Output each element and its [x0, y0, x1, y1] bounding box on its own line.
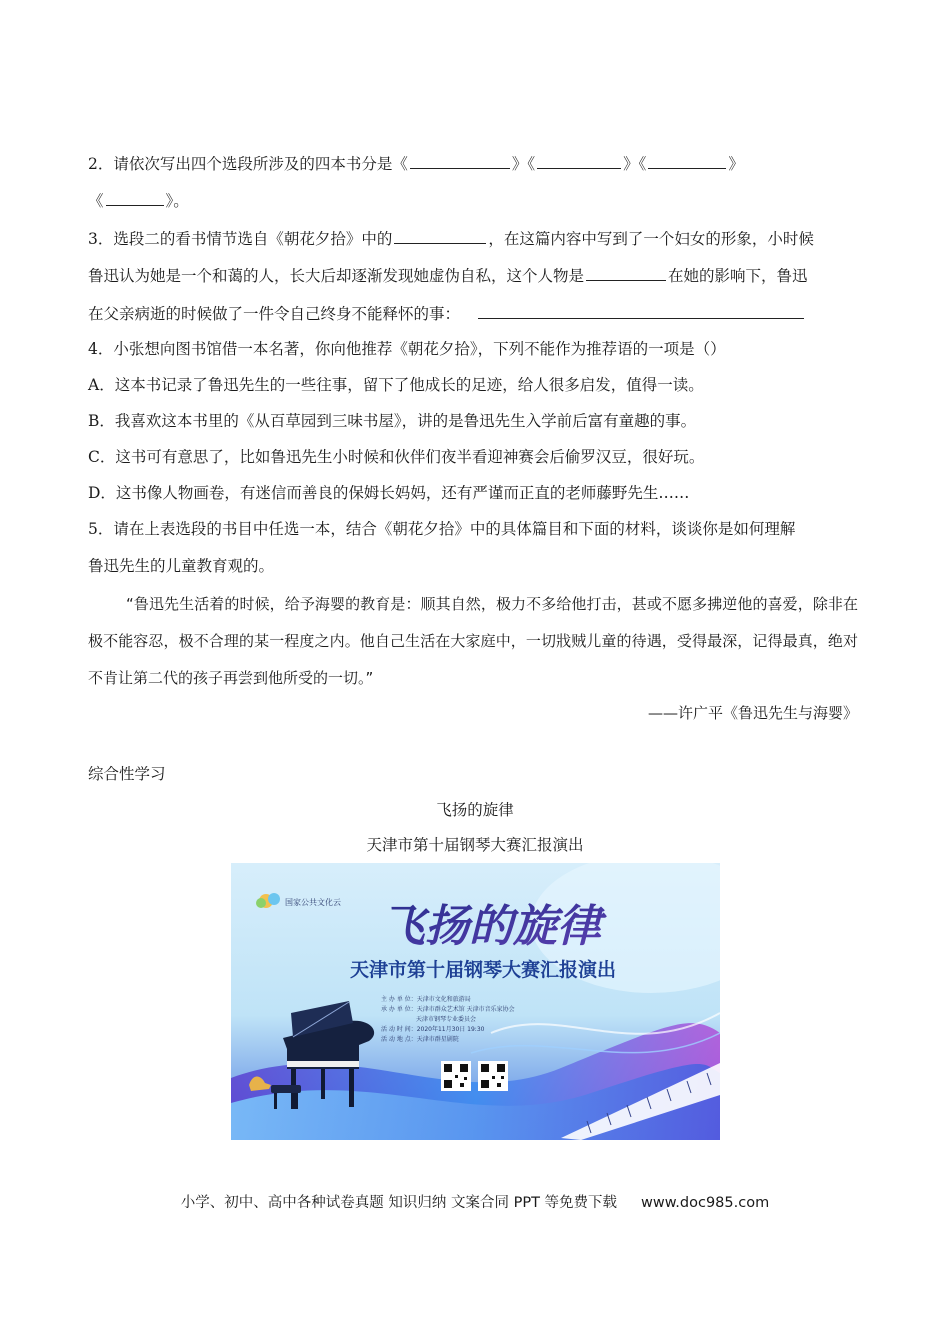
section-subtitle: 天津市第十届钢琴大赛汇报演出 [366, 836, 584, 854]
q3-text: 在父亲病逝的时候做了一件令自己终身不能释怀的事： [88, 305, 461, 323]
question-2-line-2 [88, 189, 189, 212]
section-title: 飞扬的旋律 [436, 801, 514, 819]
question-3-line-3 [88, 302, 806, 325]
q2-separator: 》《 [623, 155, 647, 173]
qr-code-icon [441, 1061, 471, 1091]
option-d[interactable]: D．这书像人物画卷，有迷信而善良的保姆长妈妈，还有严谨而正直的老师藤野先生…… [88, 484, 690, 502]
q2-text: 《 [88, 192, 104, 210]
poster-info-line: 活 动 时 间：2020年11月30日 19:30 [381, 1026, 485, 1033]
footer-url[interactable]: www.doc985.com [641, 1195, 770, 1211]
answer-blank[interactable] [106, 189, 164, 206]
footer-text: 小学、初中、高中各种试卷真题 知识归纳 文案合同 PPT 等免费下载 [180, 1195, 618, 1211]
page-footer [0, 1191, 950, 1212]
answer-blank[interactable] [410, 152, 510, 169]
poster-title: 飞扬的旋律 [381, 901, 601, 952]
answer-blank[interactable] [394, 227, 486, 244]
answer-blank[interactable] [648, 152, 726, 169]
question-5-line-2: 鲁迅先生的儿童教育观的。 [88, 557, 275, 575]
poster-info-line: 天津市钢琴专业委员会 [416, 1016, 477, 1023]
question-5-line-1: 5．请在上表选段的书目中任选一本，结合《朝花夕拾》中的具体篇目和下面的材料，谈谈你是如何理解 [88, 520, 796, 538]
question-2-line-1 [88, 152, 744, 175]
quote-paragraph: “鲁迅先生活着的时候，给予海婴的教育是：顺其自然，极力不多给他打击，甚或不愿多拂逆他的喜爱，除非在极不能容忍，极不合理的某一程度之内。他自己生活在大家庭中，一切戕贼儿童的待遇，受得最深，记得最真，绝对不肯让第二代的孩子再尝到他所受的一切。” [88, 595, 858, 687]
quote-source: ——许广平《鲁迅先生与海婴》 [647, 704, 858, 722]
poster-info-line: 承 办 单 位：天津市群众艺术馆 天津市音乐家协会 [381, 1006, 515, 1013]
option-c[interactable]: C．这书可有意思了，比如鲁迅先生小时候和伙伴们夜半看迎神赛会后偷罗汉豆，很好玩。 [88, 448, 705, 466]
poster-logo-text: 国家公共文化云 [285, 898, 341, 907]
q3-text: 3．选段二的看书情节选自《朝花夕拾》中的 [88, 230, 393, 248]
answer-blank[interactable] [586, 264, 666, 281]
poster-info-line: 活 动 地 点：天津市群星剧院 [381, 1036, 459, 1043]
concert-poster [231, 863, 720, 1140]
poster-info-line: 主 办 单 位：天津市文化和旅游局 [381, 996, 471, 1003]
option-b[interactable]: B．我喜欢这本书里的《从百草园到三味书屋》，讲的是鲁迅先生入学前后富有童趣的事。 [88, 412, 697, 430]
question-3-line-2 [88, 264, 808, 287]
question-4-stem: 4．小张想向图书馆借一本名著，你向他推荐《朝花夕拾》，下列不能作为推荐语的一项是（） [88, 340, 726, 358]
q2-separator: 》《 [511, 155, 536, 173]
answer-blank[interactable] [537, 152, 621, 169]
option-a[interactable]: A．这本书记录了鲁迅先生的一些往事，留下了他成长的足迹，给人很多启发，值得一读。 [88, 376, 704, 394]
q3-text: ，在这篇内容中写到了一个妇女的形象，小时候 [488, 230, 814, 248]
answer-blank[interactable] [478, 302, 804, 319]
poster-banner: 天津市第十届钢琴大赛汇报演出 [349, 959, 617, 981]
qr-code-icon [478, 1061, 508, 1091]
q2-separator: 》 [728, 155, 744, 173]
q2-text: 》。 [165, 192, 189, 210]
q2-text: 2．请依次写出四个选段所涉及的四本书分是《 [88, 155, 408, 173]
question-3-line-1 [88, 227, 814, 250]
q3-text: 鲁迅认为她是一个和蔼的人，长大后却逐渐发现她虚伪自私，这个人物是 [88, 267, 585, 285]
q3-text: 在她的影响下，鲁迅 [668, 267, 808, 285]
section-label: 综合性学习 [88, 765, 166, 783]
